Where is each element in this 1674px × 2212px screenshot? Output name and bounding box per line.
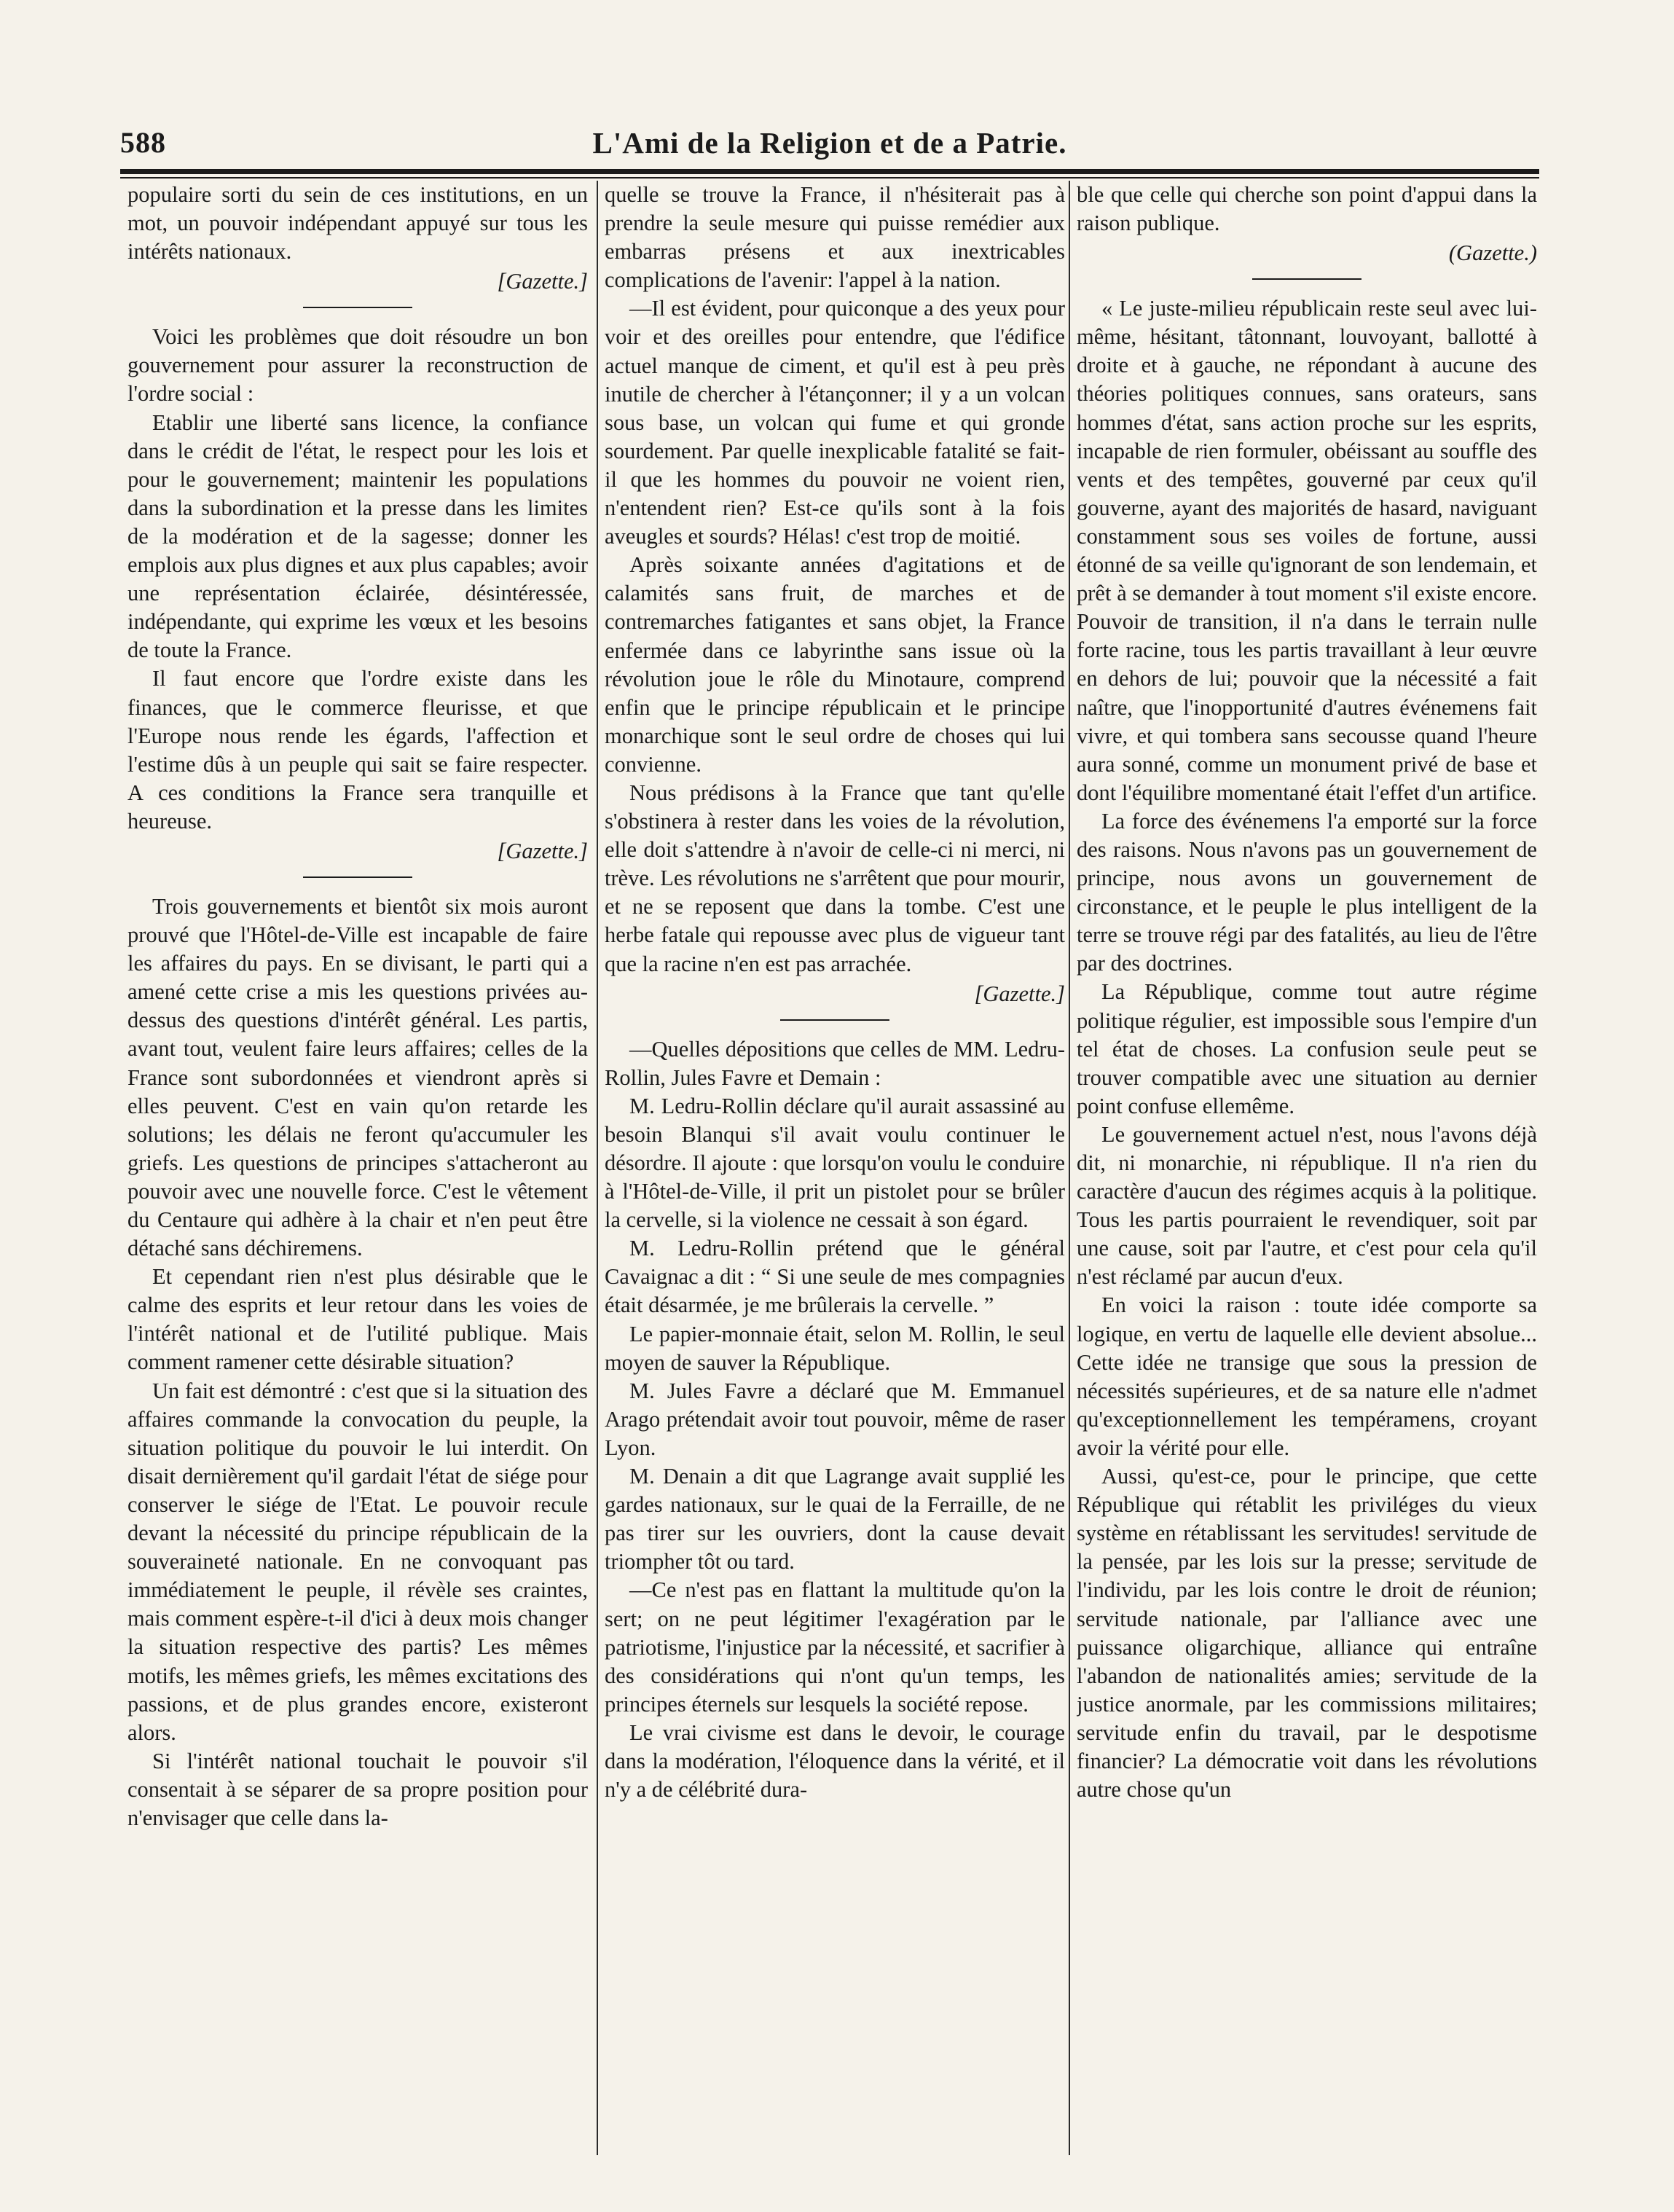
paragraph: Aussi, qu'est-ce, pour le principe, que cette République qui rétablit les priviléges du vieux système en rétablissant les servitudes! servitude de la pensée, par les lois sur la presse; servitude de l'individu, par les lois contre le droit de réunion; servitude nationale, par l'alliance avec une puissance oligarchique, alliance qui entraîne l'abandon de nationalités amies; servitude de la justice anormale, par les commissions militaires; servitude enfin du travail, par le despotisme financier? La démocratie voit dans les révolutions autre chose qu'un [1077,1464,1537,1803]
paragraph: —Quelles dépositions que celles de MM. Ledru-Rollin, Jules Favre et Demain : [605,1036,1065,1090]
paragraph: quelle se trouve la France, il n'hésiterait pas à prendre la seule mesure qui puisse remédier aux embarras présens et aux inextricables complications de l'avenir: l'appel à la nation. [605,182,1065,293]
paragraph: Le papier-monnaie était, selon M. Rollin, le seul moyen de sauver la République. [605,1321,1065,1375]
page-header [120,125,1539,163]
source-attribution: [Gazette.] [497,269,588,294]
paragraph: En voici la raison : toute idée comporte sa logique, en vertu de laquelle elle devient absolue... Cette idée ne transige que sous la pression de nécessités supérieures, et de sa nature elle n'admet qu'exceptionnellement les tempéramens, croyant avoir la vérité pour elle. [1077,1293,1537,1460]
source-attribution: [Gazette.] [497,838,588,863]
paragraph: Le vrai civisme est dans le devoir, le courage dans la modération, l'éloquence dans la vérité, et il n'y a de célébrité dura- [605,1719,1065,1803]
paragraph: La République, comme tout autre régime politique régulier, est impossible sous l'empire d'un tel état de choses. La confusion seule peut se trouver compatible avec une situation au dernier point confuse ellemême. [1077,979,1537,1118]
paragraph: M. Ledru-Rollin prétend que le général Cavaignac a dit : “ Si une seule de mes compagnies était désarmée, je me brûlerais la cervelle. ” [605,1236,1065,1318]
text-column-1 [127,181,588,2155]
paragraph: Et cependant rien n'est plus désirable que le calme des esprits et leur retour dans les voies de l'intérêt national et de l'utilité publique. Mais comment ramener cette désirable situation? [127,1264,588,1375]
section-divider [303,876,412,878]
paragraph: Après soixante années d'agitations et de calamités sans fruit, de marches et de contremarches fatigantes et sans objet, la France enfermée dans ce labyrinthe sans issue où la révolution joue le rôle du Minotaure, comprend enfin que le principe républicain et le principe monarchique sont le seul ordre de choses qui lui convienne. [605,552,1065,777]
page-number: 588 [120,126,166,159]
column-divider-1 [597,181,598,2155]
paragraph: Un fait est démontré : c'est que si la situation des affaires commande la convocation du peuple, la situation politique du pouvoir le lui interdit. On disait dernièrement qu'il gardait l'état de siége pour conserver le siége de l'Etat. Le pouvoir recule devant la nécessité du principe républicain de la souveraineté nationale. En ne convoquant pas immédiatement le peuple, il révèle ses craintes, mais comment espère-t-il d'ici à deux mois changer la situation respective des partis? Les mêmes motifs, les mêmes griefs, les mêmes excitations des passions, et de plus grandes encore, existeront alors. [127,1378,588,1745]
paragraph: Il faut encore que l'ordre existe dans les finances, que le commerce fleurisse, et que l'Europe nous rende les égards, l'affection et l'estime dûs à un peuple qui sait se faire respecter. A ces conditions la France sera tranquille et heureuse. [127,666,588,834]
paragraph: —Il est évident, pour quiconque a des yeux pour voir et des oreilles pour entendre, que l'édifice actuel manque de ciment, et qu'il est à peu près inutile de chercher à l'étançonner; il y a un volcan sous base, un volcan qui fume et qui gronde sourdement. Par quelle inexplicable fatalité se fait-il que les hommes du pouvoir ne voient rien, n'entendent rien? Est-ce qu'ils sont à la fois aveugles et sourds? Hélas! c'est trop de moitié. [605,296,1065,549]
paragraph: ble que celle qui cherche son point d'appui dans la raison publique. [1077,182,1537,236]
paragraph: Le gouvernement actuel n'est, nous l'avons déjà dit, ni monarchie, ni république. Il n'a rien du caractère d'aucun des régimes acquis à la politique. Tous les partis pourraient le revendiquer, soit par une cause, soit par l'autre, et c'est pour cela qu'il n'est réclamé par aucun d'eux. [1077,1121,1537,1290]
paragraph: Nous prédisons à la France que tant qu'elle s'obstinera à rester dans les voies de la révolution, elle doit s'attendre à n'avoir de celle-ci ni merci, ni trève. Les révolutions ne s'arrêtent que pour mourir, et ne se reposent que dans la tombe. C'est une herbe fatale qui repousse avec plus de vigueur tant que la racine n'en est pas arrachée. [605,780,1065,976]
source-attribution: [Gazette.] [974,981,1065,1006]
text-column-2 [605,181,1065,2155]
paragraph: La force des événemens l'a emporté sur la force des raisons. Nous n'avons pas un gouvernement de principe, nous avons un gouvernement de circonstance, et le peuple le plus intelligent de la terre se trouve régi par des fatalités, au lieu de l'être par des doctrines. [1077,808,1537,976]
header-rule-thick [120,169,1539,174]
paragraph: M. Jules Favre a déclaré que M. Emmanuel Arago prétendait avoir tout pouvoir, même de raser Lyon. [605,1378,1065,1460]
paragraph: Si l'intérêt national touchait le pouvoir s'il consentait à se séparer de sa propre position pour n'envisager que celle dans la- [127,1748,588,1830]
column-divider-2 [1069,181,1070,2155]
section-divider [303,307,412,308]
paragraph: populaire sorti du sein de ces institutions, en un mot, un pouvoir indépendant appuyé sur tous les intérêts nationaux. [127,182,588,264]
paragraph: M. Ledru-Rollin déclare qu'il aurait assassiné au besoin Blanqui s'il avait voulu continuer le désordre. Il ajoute : que lorsqu'on voulu le conduire à l'Hôtel-de-Ville, il prit un pistolet pour se brûler la cervelle, si la violence ne cessait à son égard. [605,1093,1065,1233]
paragraph: Etablir une liberté sans licence, la confiance dans le crédit de l'état, le respect pour les lois et pour le gouvernement; maintenir les populations dans la subordination et la presse dans les limites de la modération et de la sagesse; donner les emplois aux plus dignes et aux plus capables; avoir une représentation éclairée, désintéressée, indépendante, qui exprime les vœux et les besoins de toute la France. [127,409,588,663]
paragraph: Voici les problèmes que doit résoudre un bon gouvernement pour assurer la reconstruction de l'ordre social : [127,324,588,407]
header-rule-thin [120,177,1539,179]
paragraph: M. Denain a dit que Lagrange avait supplié les gardes nationaux, sur le quai de la Ferraille, de ne pas tirer sur les ouvriers, dont la cause devait triompher tôt ou tard. [605,1464,1065,1574]
running-title: L'Ami de la Religion et de a Patrie. [592,126,1067,160]
text-column-3 [1077,181,1537,2155]
paragraph: —Ce n'est pas en flattant la multitude qu'on la sert; on ne peut légitimer l'exagération par le patriotisme, l'injustice par la nécessité, et sacrifier à des considérations qui n'ont qu'un temps, les principes éternels sur lesquels la société repose. [605,1577,1065,1717]
section-divider [1252,278,1361,280]
source-attribution: (Gazette.) [1448,240,1537,266]
paragraph: Trois gouvernements et bientôt six mois auront prouvé que l'Hôtel-de-Ville est incapable de faire les affaires du pays. En se divisant, le parti qui a amené cette crise a mis les questions privées au-dessus des questions d'intérêt général. Les partis, avant tout, veulent faire leurs affaires; celles de la France sont subordonnées et viendront après si elles peuvent. C'est en vain qu'on retarde les solutions; les délais ne feront qu'accumuler les griefs. Les questions de principes s'attacheront au pouvoir avec une nouvelle force. C'est le vêtement du Centaure qui adhère à la chair et n'en peut être détaché sans déchiremens. [127,893,588,1261]
paragraph: « Le juste-milieu républicain reste seul avec lui-même, hésitant, tâtonnant, louvoyant, ballotté à droite et à gauche, ne répondant à aucune des théories politiques connues, sans orateurs, sans hommes d'état, sans action proche sur les esprits, incapable de rien formuler, obéissant au souffle des vents et des tempêtes, gouverné par ceux qu'il gouverne, ayant des majorités de hasard, naviguant constamment sous ses voiles de fortune, aussi étonné de sa veille qu'ignorant de son lendemain, et prêt à se demander à tout moment s'il existe encore. Pouvoir de transition, il n'a dans le terrain nulle forte racine, tous les partis travaillant à leur œuvre en dehors de lui; pouvoir que la nécessité a fait naître, que l'inopportunité d'autres événemens fait vivre, et qui tombera sans secousse quand l'heure aura sonné, comme un monument privé de base et dont l'équilibre momentané était l'effet d'un artifice. [1077,296,1537,805]
section-divider [780,1019,889,1021]
